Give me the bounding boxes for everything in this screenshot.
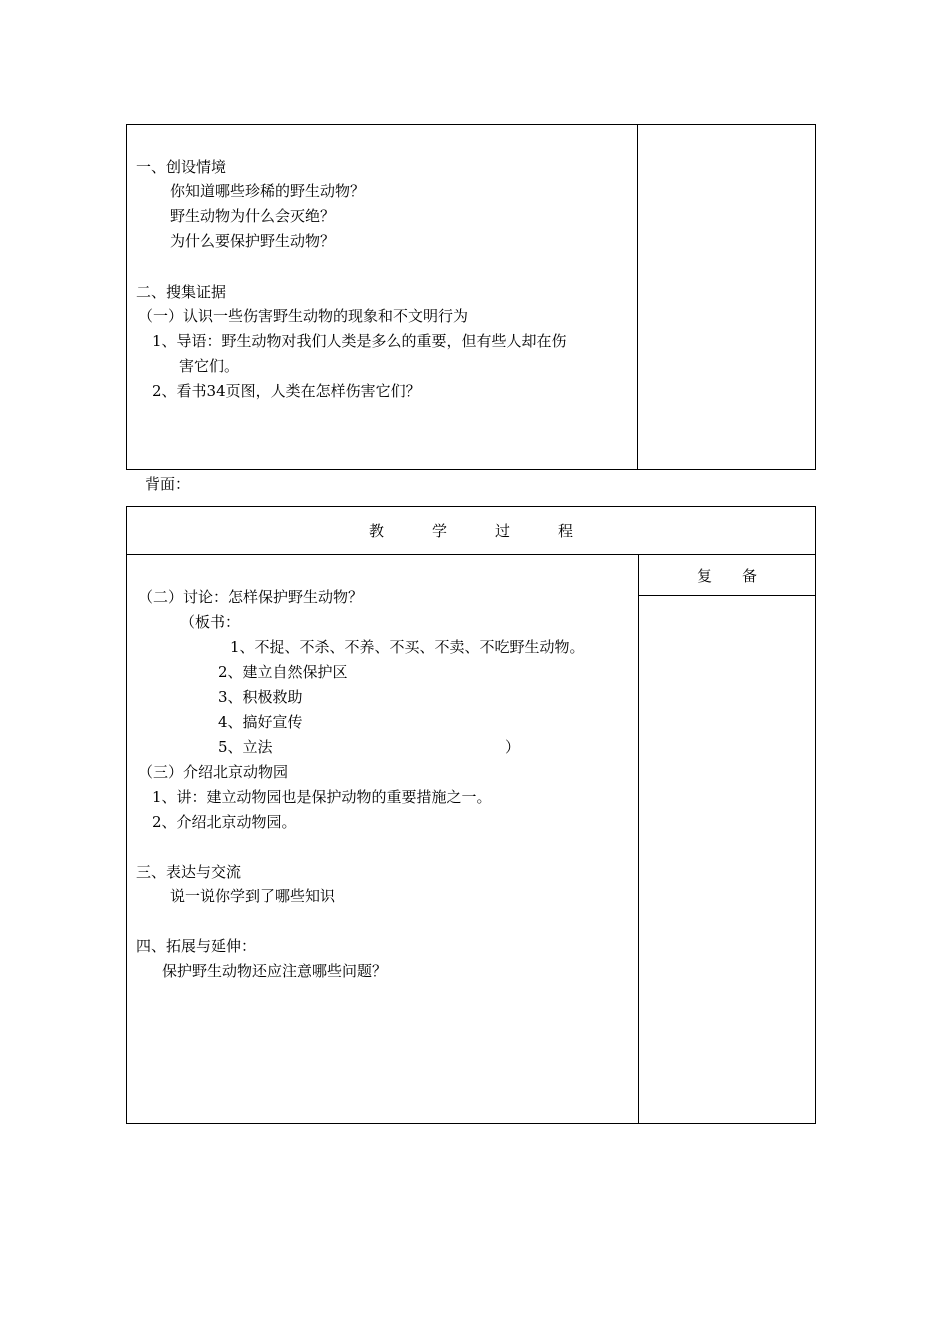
lesson-table-1: [126, 124, 816, 470]
section-heading-3: 三、表达与交流: [136, 863, 242, 881]
body-line: 害它们。: [179, 357, 240, 375]
board-item: 3、积极救助: [218, 688, 303, 706]
title-char: 程: [558, 522, 574, 540]
title-row-divider: [126, 554, 816, 555]
back-label: 背面：: [145, 475, 191, 493]
side-header-divider: [638, 595, 816, 596]
title-char: 过: [495, 522, 511, 540]
body-line: 1、导语：野生动物对我们人类是多么的重要，但有些人却在伤: [152, 332, 567, 350]
board-item: 2、建立自然保护区: [218, 663, 348, 681]
board-close-paren: ）: [505, 738, 521, 756]
body-line: 2、介绍北京动物园。: [152, 813, 297, 831]
sub-heading: （一）认识一些伤害野生动物的现象和不文明行为: [138, 307, 469, 325]
section-heading-2: 二、搜集证据: [136, 283, 227, 301]
question-line: 野生动物为什么会灭绝？: [170, 207, 336, 225]
board-item: 4、搞好宣传: [218, 713, 303, 731]
table-2-column-divider: [638, 554, 639, 1124]
section-heading-1: 一、创设情境: [136, 158, 227, 176]
side-header: 复 备: [696, 567, 757, 585]
body-line: 2、看书34页图，人类在怎样伤害它们？: [152, 382, 421, 400]
body-line: 1、讲：建立动物园也是保护动物的重要措施之一。: [152, 788, 492, 806]
body-line: 说一说你学到了哪些知识: [170, 887, 336, 905]
title-char: 学: [431, 522, 447, 540]
title-char: 教: [368, 522, 384, 540]
sub-heading: （三）介绍北京动物园: [138, 763, 289, 781]
question-line: 为什么要保护野生动物？: [170, 232, 336, 250]
table-1-column-divider: [637, 124, 638, 470]
board-label: （板书：: [180, 613, 241, 631]
board-item: 5、立法: [218, 738, 273, 756]
board-item: 1、不捉、不杀、不养、不买、不卖、不吃野生动物。: [230, 638, 585, 656]
body-line: 保护野生动物还应注意哪些问题？: [162, 962, 388, 980]
sub-heading: （二）讨论：怎样保护野生动物？: [138, 588, 364, 606]
table-title: [126, 521, 816, 541]
section-heading-4: 四、拓展与延伸：: [136, 937, 257, 955]
question-line: 你知道哪些珍稀的野生动物？: [170, 182, 366, 200]
